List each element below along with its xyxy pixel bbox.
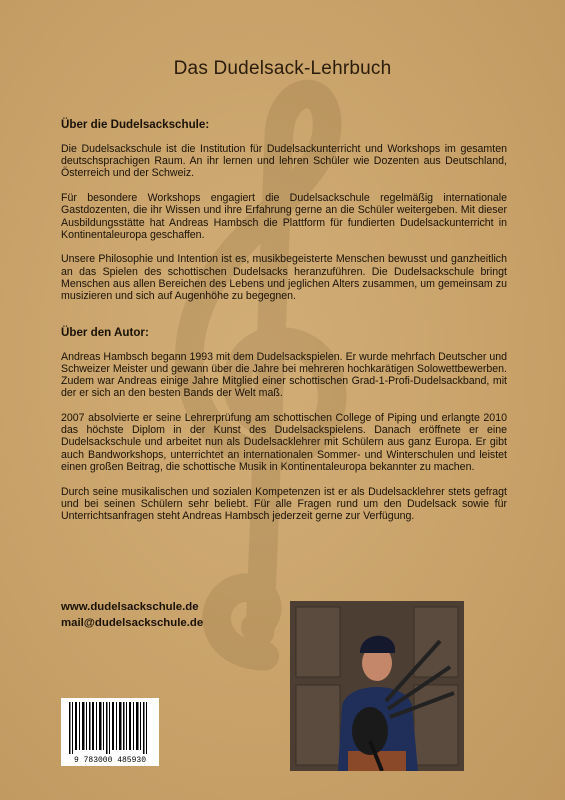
email-link[interactable]: mail@dudelsackschule.de: [61, 617, 204, 629]
author-photo: [290, 601, 464, 771]
text-content: [61, 118, 507, 535]
author-paragraph-3: Durch seine musikalischen und sozialen Kompetenzen ist er als Dudelsacklehrer stets gefragt und bei seinen Schülern sehr beliebt. Für alle Fragen rund um den Dudelsack sowie für Unterrichtsanfragen steht Andreas Hambsch jederzeit gerne zur Verfügung.: [61, 485, 507, 522]
book-title: Das Dudelsack-Lehrbuch: [173, 58, 392, 79]
contact-block: [61, 599, 203, 631]
isbn-barcode: [61, 698, 159, 766]
school-heading: Über die Dudelsackschule:: [61, 118, 210, 131]
barcode-digits: 9 783000 485930: [73, 756, 147, 765]
school-paragraph-3: Unsere Philosophie und Intention ist es, musikbegeisterte Menschen bewusst und ganzheitlich an das Spielen des schottischen Dudelsacks heranzuführen. Die Dudelsackschule bringt Menschen aus allen Bereichen des Lebens und jeglichen Alters zusammen, um gemeinsam zu musizieren und sich auf Augenhöhe zu begegnen.: [61, 253, 507, 303]
school-paragraph-1: Die Dudelsackschule ist die Institution für Dudelsackunterricht und Workshops im gesamten deutschsprachigen Raum. An ihr lernen und lehren Schüler wie Dozenten aus Deutschland, Österreich und der Schweiz.: [61, 143, 507, 180]
author-paragraph-2: 2007 absolvierte er seine Lehrerprüfung am schottischen College of Piping und erlangte 2010 das höchste Diplom in der Kunst des Dudelsackspielens. Danach eröffnete er eine Dudelsackschule und arbeitet nun als Dudelsacklehrer mit Schülern aus ganz Europa. Er gibt auch Bandworkshops, unterrichtet an internationalen Sommer- und Winterschulen und leistet einen großen Beitrag, die schottische Musik in Kontinentaleuropa bekannter zu machen.: [61, 412, 507, 473]
website-link[interactable]: www.dudelsackschule.de: [61, 601, 199, 613]
school-paragraph-2: Für besondere Workshops engagiert die Dudelsackschule regelmäßig internationale Gastdozenten, die ihr Wissen und ihre Erfahrung gerne an die Schüler weitergeben. Mit dieser Ausbildungsstätte hat Andreas Hambsch die Plattform für fundierten Dudelsackunterricht in Kontinentaleuropa geschaffen.: [61, 192, 507, 241]
author-heading: Über den Autor:: [61, 325, 149, 339]
author-paragraph-1: Andreas Hambsch begann 1993 mit dem Dudelsackspielen. Er wurde mehrfach Deutscher und Schweizer Meister und gewann über die Jahre bei mehreren hochkarätigen Solowettbewerben. Zudem war Andreas einige Jahre Mitglied einer schottischen Grad-1-Profi-Dudelsackband, mit der er sich an den besten Bands der Welt maß.: [61, 350, 507, 400]
